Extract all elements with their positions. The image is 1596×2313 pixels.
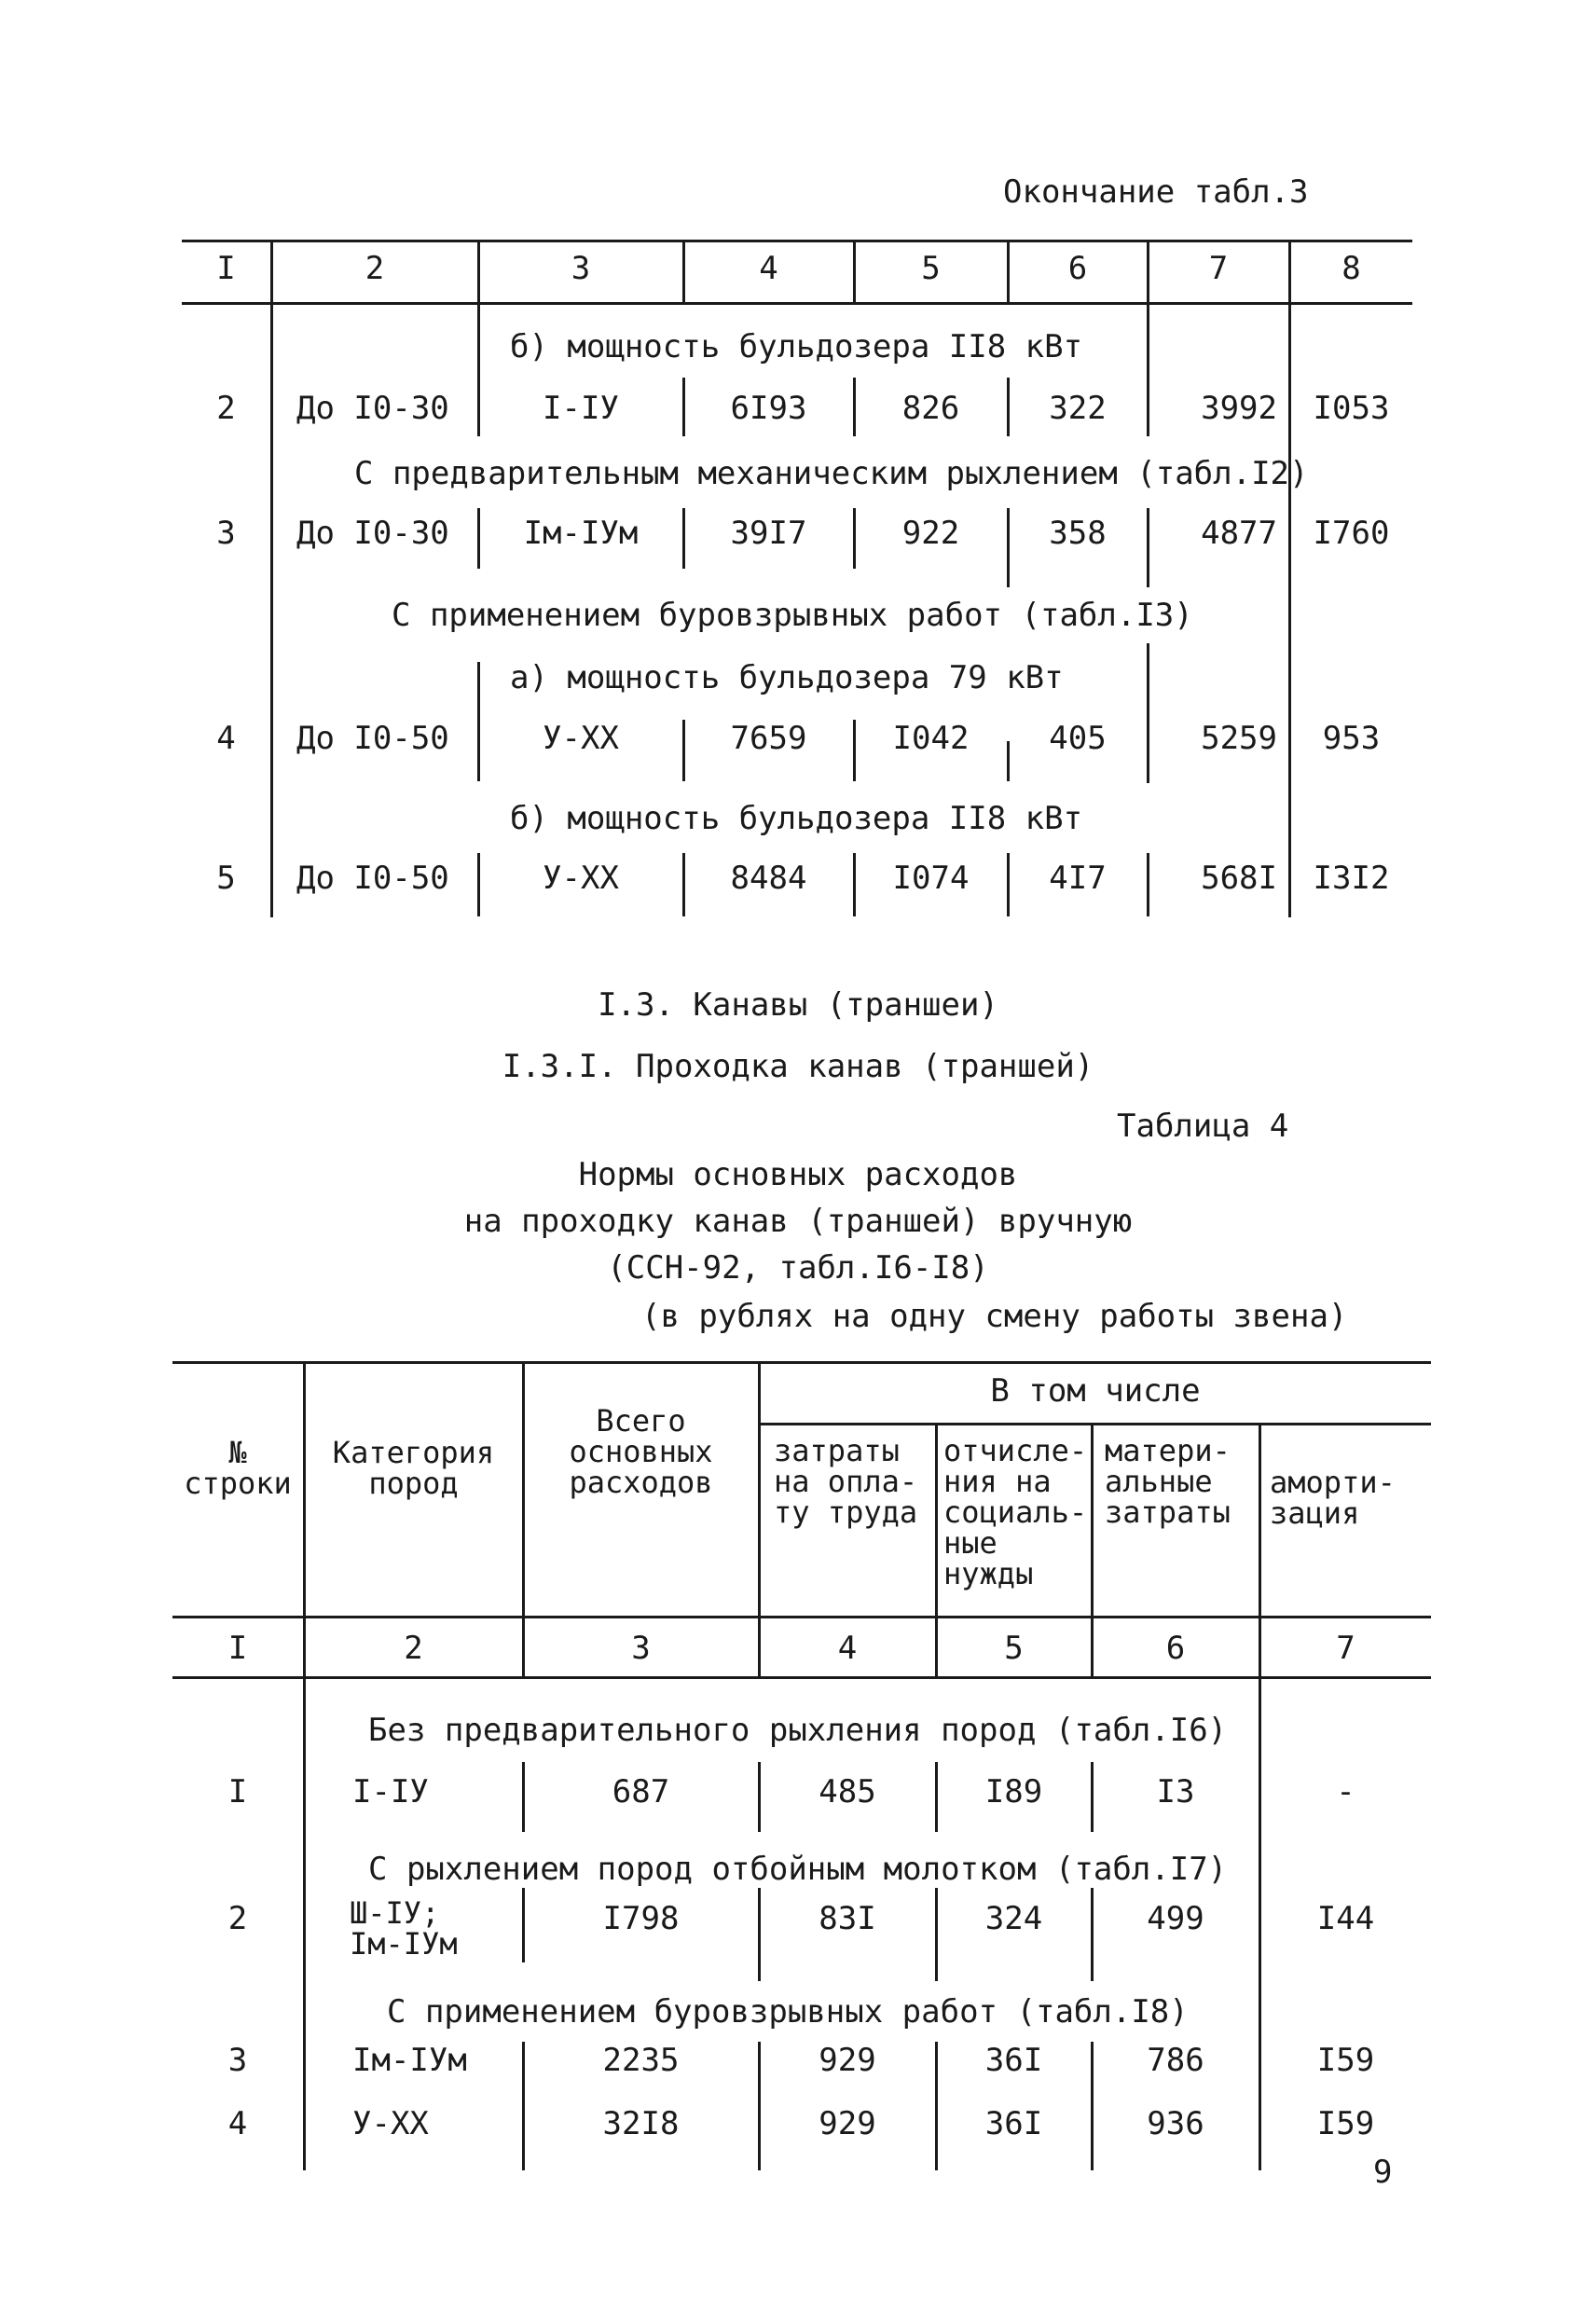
t4-head-no-2: строки bbox=[184, 1466, 292, 1501]
t3-col-5: 5 bbox=[921, 250, 941, 287]
table3-top-rule bbox=[182, 240, 1412, 242]
section-title: I.3. Канавы (траншеи) bbox=[598, 986, 998, 1024]
t3-cell: 922 bbox=[901, 515, 960, 552]
t3-cell: 3 bbox=[216, 515, 236, 552]
t4-cell: 2235 bbox=[602, 2042, 680, 2079]
t4-head-social-5: нужды bbox=[943, 1556, 1034, 1591]
t3-bv-col1 bbox=[270, 304, 273, 917]
t4-cell: 485 bbox=[819, 1773, 876, 1810]
t4-head-social-1: отчисле- bbox=[943, 1433, 1088, 1468]
t3-cell: 953 bbox=[1322, 720, 1381, 757]
t3-v7-c bbox=[1147, 643, 1149, 783]
t3-sub-b-118-2: б) мощность бульдозера II8 кВт bbox=[510, 800, 1083, 837]
t4-cell: 83I bbox=[819, 1900, 876, 1937]
t4-head-material-1: матери- bbox=[1105, 1433, 1231, 1468]
t3-cell: 405 bbox=[1049, 720, 1107, 757]
t3-cell: I3I2 bbox=[1313, 860, 1390, 897]
t3-cell: 3992 bbox=[1201, 390, 1277, 427]
t4-cell: 2 bbox=[227, 1900, 248, 1937]
t4-cell: У-XX bbox=[352, 2105, 429, 2142]
t4-head-social bbox=[943, 1433, 1088, 1591]
t3-cell: До I0-50 bbox=[296, 860, 449, 897]
t4-cell-category bbox=[350, 1895, 458, 1962]
t3-cell: I053 bbox=[1313, 390, 1390, 427]
t4-cell: I59 bbox=[1316, 2042, 1375, 2079]
t4-head-total-1: Всего bbox=[596, 1403, 686, 1439]
t3-cell: 358 bbox=[1049, 515, 1107, 552]
t4-cell: Iм-IУм bbox=[352, 2042, 467, 2079]
t4-cell-category-1: Ш-IУ; bbox=[350, 1895, 440, 1931]
t3-cell: До I0-30 bbox=[296, 515, 449, 552]
t3-col-7: 7 bbox=[1208, 250, 1229, 287]
t4-cell: I bbox=[227, 1773, 248, 1810]
t4-cell-category-2: Iм-IУм bbox=[350, 1926, 458, 1962]
t4-col-2: 2 bbox=[404, 1630, 423, 1667]
t4-cell: 687 bbox=[612, 1773, 670, 1810]
t4-cell: 929 bbox=[819, 2042, 876, 2079]
table4-num-rule bbox=[172, 1676, 1431, 1679]
t3-cell: 4 bbox=[216, 720, 236, 757]
section-subtitle: I.3.I. Проходка канав (траншей) bbox=[502, 1048, 1094, 1085]
page-number: 9 bbox=[1373, 2154, 1393, 2191]
t4-cell: 929 bbox=[819, 2105, 876, 2142]
t3-cell: I074 bbox=[892, 860, 970, 897]
t4-head-depreciation bbox=[1270, 1467, 1396, 1529]
table3-header-rule bbox=[182, 302, 1412, 305]
t3-cell: 39I7 bbox=[730, 515, 807, 552]
table4-title-2: на проходку канав (траншей) вручную bbox=[463, 1203, 1133, 1240]
t3-sub-b-118: б) мощность бульдозера II8 кВт bbox=[510, 328, 1083, 365]
table4-subhead-rule bbox=[760, 1423, 1431, 1425]
t3-cell: I042 bbox=[892, 720, 970, 757]
t3-cell: 2 bbox=[216, 390, 236, 427]
t4-head-depreciation-2: зация bbox=[1270, 1495, 1360, 1531]
t3-cell: У-XX bbox=[543, 720, 619, 757]
t4-head-no bbox=[172, 1435, 303, 1501]
t3-cell: Iм-IУм bbox=[523, 515, 639, 552]
t4-head-category-2: пород bbox=[368, 1466, 459, 1501]
t3-cell: 4I7 bbox=[1049, 860, 1107, 897]
t4-col-5: 5 bbox=[1004, 1630, 1024, 1667]
t4-head-including: В том числе bbox=[990, 1372, 1201, 1410]
t3-col-1: I bbox=[216, 250, 236, 287]
table4-top-rule bbox=[172, 1361, 1431, 1364]
t4-head-depreciation-1: аморти- bbox=[1270, 1465, 1396, 1500]
t3-section-blast: С применением буровзрывных работ (табл.I3) bbox=[392, 597, 1193, 634]
t4-cell: 3 bbox=[227, 2042, 248, 2079]
t3-cell: I760 bbox=[1313, 515, 1390, 552]
t4-head-labor bbox=[774, 1433, 918, 1530]
t4-bv-col1 bbox=[303, 1678, 306, 2170]
t3-cell: 7659 bbox=[730, 720, 807, 757]
t3-cell: 568I bbox=[1201, 860, 1277, 897]
t4-cell: I89 bbox=[984, 1773, 1043, 1810]
t3-sub-a-79: а) мощность бульдозера 79 кВт bbox=[510, 659, 1064, 696]
t4-cell: I-IУ bbox=[352, 1773, 429, 1810]
t4-cell: 786 bbox=[1147, 2042, 1204, 2079]
t4-col-7: 7 bbox=[1336, 1630, 1355, 1667]
t4-cell: I798 bbox=[602, 1900, 680, 1937]
t3-col-3: 3 bbox=[571, 250, 591, 287]
table4-units: (в рублях на одну смену работы звена) bbox=[641, 1298, 1348, 1335]
t4-head-category-1: Категория bbox=[332, 1435, 495, 1470]
t3-cell: 5 bbox=[216, 860, 236, 897]
t3-cell: I-IУ bbox=[543, 390, 619, 427]
t4-cell: 936 bbox=[1147, 2105, 1204, 2142]
t3-cell: До I0-30 bbox=[296, 390, 449, 427]
t3-col-6: 6 bbox=[1067, 250, 1088, 287]
t4-head-total-2: основных bbox=[569, 1434, 713, 1469]
t3-col-8: 8 bbox=[1341, 250, 1361, 287]
t3-col-4: 4 bbox=[759, 250, 778, 287]
t4-head-social-2: ния на bbox=[943, 1464, 1052, 1499]
t4-head-total-3: расходов bbox=[569, 1465, 713, 1500]
t4-cell: 324 bbox=[984, 1900, 1043, 1937]
t4-section-blast: С применением буровзрывных работ (табл.I8) bbox=[387, 1993, 1189, 2031]
t3-cell: До I0-50 bbox=[296, 720, 449, 757]
t4-section-no-loosen: Без предварительного рыхления пород (табл.I6) bbox=[368, 1712, 1228, 1749]
t4-cell: - bbox=[1336, 1773, 1355, 1810]
t3-cell: 826 bbox=[901, 390, 960, 427]
t4-head-no-1: № bbox=[228, 1435, 247, 1470]
t3-cell: 5259 bbox=[1201, 720, 1277, 757]
t4-col-3: 3 bbox=[631, 1630, 651, 1667]
t4-cell: 36I bbox=[984, 2105, 1043, 2142]
t4-cell: 499 bbox=[1147, 1900, 1204, 1937]
t4-head-material-3: затраты bbox=[1105, 1494, 1231, 1530]
table3-caption: Окончание табл.3 bbox=[1003, 173, 1309, 211]
t4-head-material-2: альные bbox=[1105, 1464, 1213, 1499]
t4-section-hammer: С рыхлением пород отбойным молотком (табл.I7) bbox=[368, 1851, 1228, 1888]
t4-col-1: I bbox=[227, 1630, 248, 1667]
t4-col-4: 4 bbox=[837, 1630, 858, 1667]
t4-head-labor-1: затраты bbox=[774, 1433, 900, 1468]
t3-cell: 6I93 bbox=[730, 390, 807, 427]
t4-head-social-3: социаль- bbox=[943, 1494, 1088, 1530]
table4-title-3: (ССН-92, табл.I6-I8) bbox=[607, 1249, 989, 1287]
t3-cell: 4877 bbox=[1201, 515, 1277, 552]
t4-head-total bbox=[524, 1403, 758, 1500]
t4-head-labor-2: на опла- bbox=[774, 1464, 918, 1499]
t3-cell: У-XX bbox=[543, 860, 619, 897]
t4-col-6: 6 bbox=[1165, 1630, 1186, 1667]
t4-cell: 36I bbox=[984, 2042, 1043, 2079]
t3-cell: 322 bbox=[1049, 390, 1107, 427]
t4-head-social-4: ные bbox=[943, 1525, 998, 1561]
table4-title-1: Нормы основных расходов bbox=[578, 1156, 1018, 1193]
t4-head-labor-3: ту труда bbox=[774, 1494, 918, 1530]
t3-cell: 8484 bbox=[730, 860, 807, 897]
t4-cell: I59 bbox=[1316, 2105, 1375, 2142]
t4-cell: 4 bbox=[227, 2105, 248, 2142]
t4-head-category bbox=[305, 1435, 522, 1501]
table4-head-rule bbox=[172, 1616, 1431, 1618]
t4-cell: I3 bbox=[1156, 1773, 1195, 1810]
t3-section-mech: С предварительным механическим рыхлением (табл.I2) bbox=[354, 455, 1309, 492]
t4-cell: 32I8 bbox=[602, 2105, 680, 2142]
table4-label: Таблица 4 bbox=[1117, 1108, 1289, 1145]
t4-cell: I44 bbox=[1316, 1900, 1375, 1937]
t3-col-2: 2 bbox=[365, 250, 385, 287]
t4-head-material bbox=[1105, 1433, 1231, 1530]
